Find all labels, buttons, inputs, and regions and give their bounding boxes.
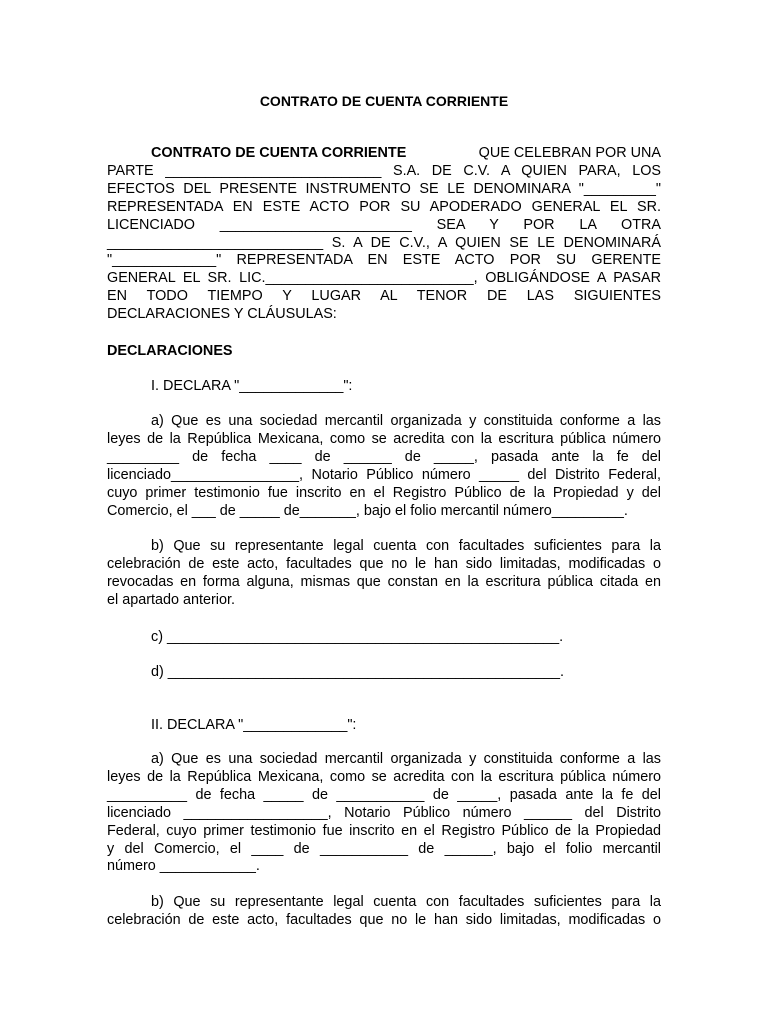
document-title: CONTRATO DE CUENTA CORRIENTE <box>259 93 509 109</box>
section-1-heading: I. DECLARA "_____________": <box>151 378 353 394</box>
intro-line-10: DECLARACIONES Y CLÁUSULAS: <box>107 306 337 323</box>
s2a-line-7: número ____________. <box>107 858 260 875</box>
section-2-paragraph-a <box>107 751 661 876</box>
s1a-line-5: cuyo primer testimonio fue inscrito en el Registro Público de la Propiedad y del <box>107 484 661 501</box>
s2a-line-3: __________ de fecha _____ de ___________ de _____, pasada ante la fe del <box>107 786 661 803</box>
intro-line-7: "_____________" REPRESENTADA EN ESTE ACTO POR SU GERENTE <box>107 252 661 269</box>
intro-line-8: GENERAL EL SR. LIC.__________________________, OBLIGÁNDOSE A PASAR <box>107 270 661 287</box>
s1b-line-4: el apartado anterior. <box>107 591 236 608</box>
s1b-line-2: celebración de este acto, facultades que no le han sido limitadas, modificadas o <box>107 555 661 572</box>
intro-line-6: ___________________________ S. A DE C.V., A QUIEN SE LE DENOMINARÁ <box>107 234 661 251</box>
intro-lead-bold: CONTRATO DE CUENTA CORRIENTE <box>151 145 407 161</box>
section-1-paragraph-a <box>107 413 661 520</box>
s1a-line-2: leyes de la República Mexicana, como se acredita con la escritura pública número <box>107 430 661 447</box>
intro-line-2: PARTE ___________________________ S.A. DE C.V. A QUIEN PARA, LOS <box>107 162 661 179</box>
section-1-paragraph-b <box>107 538 661 610</box>
intro-line-9: EN TODO TIEMPO Y LUGAR AL TENOR DE LAS SIGUIENTES <box>107 288 661 305</box>
s2a-line-5: Federal, cuyo primer testimonio fue inscrito en el Registro Público de la Propiedad <box>107 822 661 839</box>
intro-line-1: CONTRATO DE CUENTA CORRIENTE QUE CELEBRAN POR UNA <box>151 145 661 161</box>
s1b-line-3: revocadas en forma alguna, mismas que constan en la escritura pública citada en <box>107 573 661 590</box>
s2b-line-2: celebración de este acto, facultades que no le han sido limitadas, modificadas o <box>107 911 661 928</box>
s2b-line-1: b) Que su representante legal cuenta con facultades suficientes para la <box>151 894 661 910</box>
section-2-heading: II. DECLARA "_____________": <box>151 717 357 733</box>
s2a-line-6: y del Comercio, el ____ de ___________ de ______, bajo el folio mercantil <box>107 840 661 857</box>
s2a-line-1: a) Que es una sociedad mercantil organizada y constituida conforme a las <box>151 751 661 767</box>
s1a-line-1: a) Que es una sociedad mercantil organizada y constituida conforme a las <box>151 413 661 429</box>
s2a-line-2: leyes de la República Mexicana, como se acredita con la escritura pública número <box>107 768 661 785</box>
s1a-line-3: _________ de fecha ____ de ______ de _____, pasada ante la fe del <box>107 448 661 465</box>
intro-line-3: EFECTOS DEL PRESENTE INSTRUMENTO SE LE DENOMINARA "_________" <box>107 180 661 197</box>
section-2-paragraph-b <box>107 894 661 930</box>
s1b-line-1: b) Que su representante legal cuenta con facultades suficientes para la <box>151 538 661 554</box>
intro-paragraph <box>107 145 661 324</box>
s1a-line-4: licenciado________________, Notario Público número _____ del Distrito Federal, <box>107 466 661 483</box>
intro-line-4: REPRESENTADA EN ESTE ACTO POR SU APODERADO GENERAL EL SR. <box>107 198 661 215</box>
section-1-item-d: d) _________________________________________________. <box>151 664 564 680</box>
s1a-line-6: Comercio, el ___ de _____ de_______, bajo el folio mercantil número_________. <box>107 502 628 519</box>
section-1-item-c: c) _________________________________________________. <box>151 629 564 645</box>
s2a-line-4: licenciado __________________, Notario Público número ______ del Distrito <box>107 804 661 821</box>
intro-line-5: LICENCIADO ________________________ SEA Y POR LA OTRA <box>107 216 661 233</box>
declaraciones-heading: DECLARACIONES <box>107 343 233 359</box>
